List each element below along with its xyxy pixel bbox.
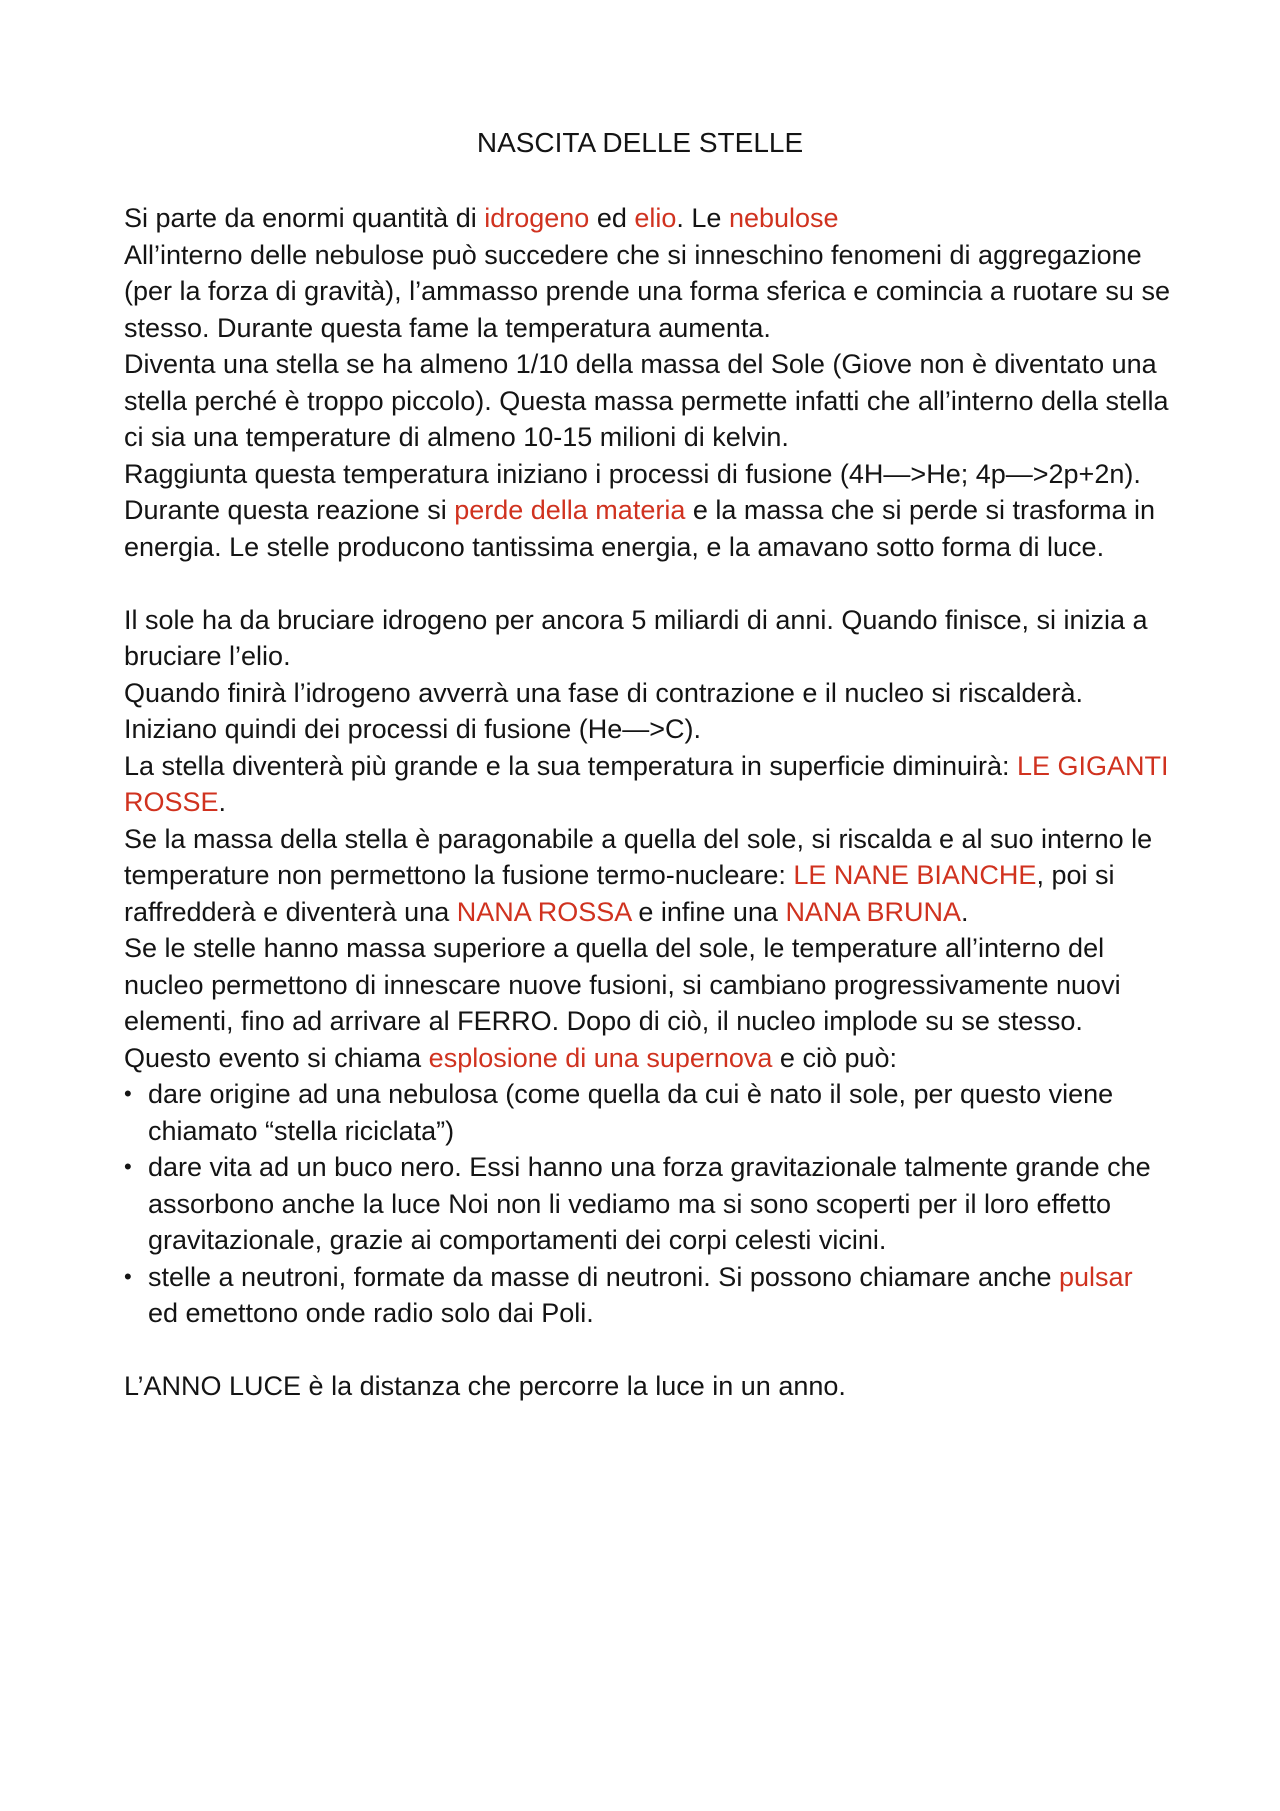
text-run: ed emettono onde radio solo dai Poli. [148, 1298, 594, 1328]
document-body [124, 200, 1170, 1405]
text-run: stelle a neutroni, formate da masse di neutroni. Si possono chiamare anche [148, 1261, 1060, 1292]
paragraph-anno-luce: L’ANNO LUCE è la distanza che percorre la luce in un anno. [124, 1371, 846, 1401]
highlight-elio: elio [634, 203, 677, 233]
paragraph-aggregazione: All’interno delle nebulose può succedere che si inneschino fenomeni di aggregazione (per la forza di gravità), l’ammasso prende una forma sferica e comincia a ruotare su se stesso. Durante questa fame la temperatura aumenta. [124, 239, 1170, 343]
list-item: • dare vita ad un buco nero. Essi hanno una forza gravitazionale talmente grande che assorbono anche la luce Noi non li vediamo ma si sono scoperti per il loro effetto gravitazionale, grazie ai comportamenti dei corpi celesti vicini. [124, 1149, 1170, 1259]
list-item [124, 1259, 1170, 1332]
list-item: • dare origine ad una nebulosa (come quella da cui è nato il sole, per questo viene chiamato “stella riciclata”) [124, 1076, 1170, 1149]
highlight-perde-materia: perde della materia [454, 495, 686, 525]
text-run: e infine una [630, 896, 786, 927]
paragraph-giganti-rosse [124, 748, 1170, 821]
text-run: ed [589, 203, 635, 233]
text-run: , poi si raffredderà e diventerà una [124, 860, 1115, 927]
paragraph-supernova [124, 930, 1170, 1076]
highlight-nana-rossa: NANA ROSSA [456, 896, 631, 927]
text-run: Se le stelle hanno massa superiore a quella del sole, le temperature all’interno del nucleo permettono di innescare nuove fusioni, si cambiano progressivamente nuovi elementi, fino ad arrivare al FERRO. Dopo di ciò, il nucleo implode su se stesso. Questo evento si chiama [124, 933, 1121, 1073]
paragraph-reazione [124, 492, 1170, 565]
text-run: Durante questa reazione si [124, 495, 455, 525]
text-run: . Le [676, 203, 729, 233]
text-run: La stella diventerà più grande e la sua temperatura in superficie diminuirà: [124, 750, 1018, 781]
text-run: . [218, 787, 227, 817]
paragraph-fusione: Raggiunta questa temperatura iniziano i processi di fusione (4H—>He; 4p—>2p+2n). [124, 458, 1141, 489]
paragraph-spacer [124, 565, 1170, 602]
highlight-giganti-rosse: LE GIGANTI ROSSE [124, 750, 1169, 817]
text-run: e la massa che si perde si trasforma in energia. Le stelle producono tantissima energia, e la amavano sotto forma di luce. [124, 495, 1156, 562]
paragraph-nane [124, 821, 1170, 931]
highlight-nana-bruna: NANA BRUNA [785, 896, 961, 927]
paragraph-spacer [124, 1332, 1170, 1369]
highlight-nane-bianche: LE NANE BIANCHE [793, 860, 1037, 890]
paragraph-intro [124, 200, 1170, 237]
text-run: e ciò può: [772, 1042, 898, 1073]
highlight-supernova: esplosione di una supernova [428, 1042, 773, 1073]
highlight-idrogeno: idrogeno [484, 203, 590, 233]
text-run: Se la massa della stella è paragonabile a quella del sole, si riscalda e al suo interno le temperature non permettono la fusione termo-nucleare: [124, 823, 1153, 890]
paragraph-contrazione: Quando finirà l’idrogeno avverrà una fase di contrazione e il nucleo si riscalderà. Iniziano quindi dei processi di fusione (He—>C). [124, 677, 1084, 744]
text-run: Si parte da enormi quantità di [124, 203, 485, 233]
paragraph-massa: Diventa una stella se ha almeno 1/10 della massa del Sole (Giove non è diventato una stella perché è troppo piccolo). Questa massa permette infatti che all’interno della stella ci sia una temperature di almeno 10-15 milioni di kelvin. [124, 349, 1169, 452]
text-run: . [960, 896, 969, 927]
page-title: NASCITA DELLE STELLE [476, 127, 804, 158]
highlight-nebulose: nebulose [728, 203, 839, 233]
highlight-pulsar: pulsar [1059, 1261, 1133, 1292]
bullet-list [124, 1076, 1170, 1332]
paragraph-sole: Il sole ha da bruciare idrogeno per ancora 5 miliardi di anni. Quando finisce, si inizia a bruciare l’elio. [124, 604, 1148, 671]
